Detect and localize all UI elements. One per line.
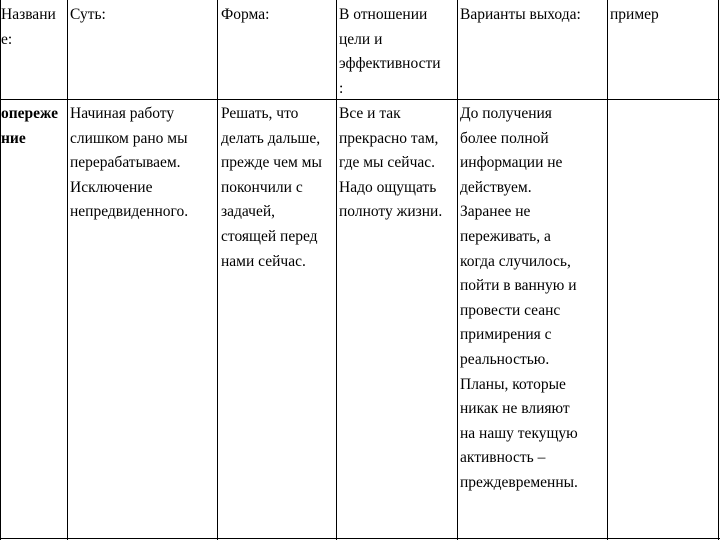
table-border-right — [718, 0, 719, 540]
header-goal-efficiency: В отношении цели и эффективности : — [339, 6, 441, 97]
header-essence: Суть: — [70, 6, 106, 23]
table-border-bottom — [0, 538, 720, 539]
header-exit-options: Варианты выхода: — [460, 6, 581, 23]
header-example: пример — [610, 6, 659, 23]
column-divider-5 — [607, 0, 608, 540]
header-form: Форма: — [221, 6, 270, 23]
row-exit-options: До получения более полной информации не действуем. Заранее не переживать, а когда случилось, пойти в ванную и провести сеанс примирения с реальностью. Планы, которые никак не влияют на нашу текущую активность – преждевременны. — [460, 105, 578, 491]
row-goal-efficiency: Все и так прекрасно там, где мы сейчас. Надо ощущать полноту жизни. — [339, 105, 443, 221]
row-essence: Начиная работу слишком рано мы перерабатываем. Исключение непредвиденного. — [70, 105, 189, 221]
header-name: Названи е: — [1, 6, 56, 48]
column-divider-2 — [217, 0, 218, 540]
table-border-left — [0, 0, 1, 540]
column-divider-1 — [67, 0, 68, 540]
row-name: опереже ние — [1, 105, 58, 147]
row-form: Решать, что делать дальше, прежде чем мы покончили с задачей, стоящей перед нами сейчас. — [221, 105, 322, 270]
column-divider-4 — [457, 0, 458, 540]
